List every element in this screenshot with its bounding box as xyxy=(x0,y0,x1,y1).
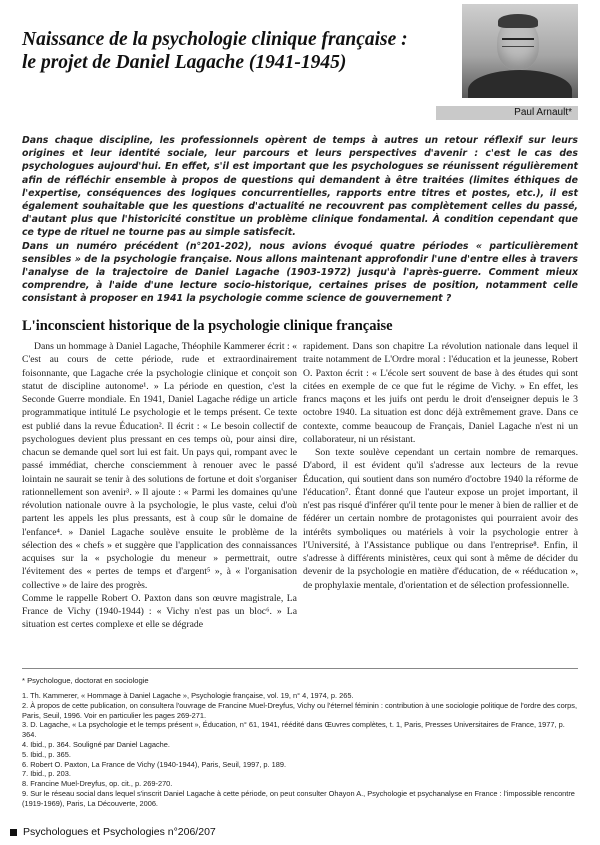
body-paragraph: Son texte soulève cependant un certain nombre de remarques. D'abord, il est évident qu'il s'adresse aux lecteurs de la revue Éducation, qui soutient dans son numéro d'octobre 1940 la réforme de l'éducation⁷. Étant donné que l'auteur expose un projet important, il n'est pas risqué d'inférer qu'il tente pour le mener à bien de rallier et de fédérer un certain nombre de protagonistes qui pourraient avoir des intérêts symboliques ou matériels à voir la psychologie entrer à l'Université, à l'Assistance publique ou dans l'entreprise⁸. Enfin, il s'adresse à différents ministères, ceux qui sont à même de décider du devenir de la psychologie en matière d'éducation, de « rééducation », de prophylaxie mentale, d'orientation et de sélection professionnelle. xyxy=(303,447,578,591)
footnote: 9. Sur le réseau social dans lequel s'inscrit Daniel Lagache à cette période, on peut consulter Ohayon A., Psychologie et psychanalyse en France : l'impossible rencontre (1919-1969), Paris, La Découverte, 2006. xyxy=(22,788,575,808)
article-title xyxy=(22,28,442,74)
body-column-left xyxy=(22,340,297,632)
author-note: * Psychologue, doctorat en sociologie xyxy=(22,676,149,685)
footnote: 3. D. Lagache, « La psychologie et le temps présent », Éducation, n° 61, 1941, réédité dans Œuvres complètes, t. 1, Paris, Presses Universitaires de France, 1977, p. 364. xyxy=(22,720,565,740)
page-footer xyxy=(10,826,410,838)
footnote: 6. Robert O. Paxton, La France de Vichy (1940-1944), Paris, Seuil, 1997, p. 189. xyxy=(22,759,287,769)
footnote-divider xyxy=(22,668,578,669)
journal-issue: Psychologues et Psychologies n°206/207 xyxy=(23,826,216,838)
body-paragraph: Comme le rappelle Robert O. Paxton dans son œuvre magistrale, La France de Vichy (1940-1944) : « Vichy n'est pas un bloc⁶. » La situation est certes complexe et elle se dégrade xyxy=(22,592,297,631)
author-name: Paul Arnault* xyxy=(436,106,578,120)
body-paragraph: Dans un hommage à Daniel Lagache, Théophile Kammerer écrit : « C'est au cours de cette période, rude et extraordinairement foisonnante, que Lagache crée la psychologie clinique et conçoit son statut de discipline autonome¹. » La période en question, c'est la Seconde Guerre mondiale. En 1941, Daniel Lagache rédige un article programmatique intitulé Le psychologie et le temps présent. Ce texte est publié dans la revue Éducation². Il écrit : « Le besoin collectif de psychologues devient plus pressant en ces temps où, pour ainsi dire, chacun se demande quel sort lui est fait. Un pays qui, rompant avec le passé immédiat, cherche consciemment à renouer avec le passé lointain ne saurait se tenir à des solutions de fortune et doit s'organiser rationnellement son avenir³. » Il ajoute : « Parmi les domaines qu'une révolution nationale ouvre à la psychologie, le plus vaste, celui d'où partent les appels les plus pressants, est à coup sûr le domaine de l'enfance⁴. » Daniel Lagache soulève ensuite le problème de la sélection des « chefs » et suggère que l'application des connaissances acquises sur la « psychologie du meneur » permettrait, outre l'évitement des « pertes de temps et d'argent⁵ », à « l'organisation collective » de laire des progrès. xyxy=(22,341,297,591)
section-heading: L'inconscient historique de la psychologie clinique française xyxy=(22,318,393,334)
square-bullet-icon xyxy=(10,829,17,836)
footnote: 7. Ibid., p. 203. xyxy=(22,769,71,779)
title-line-1: Naissance de la psychologie clinique française : xyxy=(22,29,408,50)
body-paragraph: rapidement. Dans son chapitre La révolution nationale dans lequel il traite notamment de L'Ordre moral : l'éducation et la jeunesse, Robert O. Paxton écrit : « L'école sert souvent de base à des études qui sont citées en exemple de ce que fut le régime de Vichy. » En effet, les francs maçons et les juifs ont perdu le droit d'enseigner depuis le 3 octobre 1940. La situation est donc déjà extrêmement grave. Dans ce contexte, comme beaucoup de Français, Daniel Lagache n'est ni un collaborateur, ni un résistant. xyxy=(303,341,578,445)
footnote: 5. Ibid., p. 365. xyxy=(22,749,71,759)
author-photo xyxy=(462,4,578,98)
abstract-paragraph-2: Dans un numéro précédent (n°201-202), nous avions évoqué quatre périodes « particulièrement sensibles » de la psychologie française. Nous allons maintenant approfondir l'une d'entre elles à travers l'analyse de la trajectoire de Daniel Lagache (1903-1972) jusqu'à l'après-guerre. Comment mieux comprendre, à l'aide d'une lecture socio-historique, certaines prises de position, notamment celle consistant à proposer en 1941 la psychologie comme science de gouvernement ? xyxy=(22,240,578,305)
footnote: 1. Th. Kammerer, « Hommage à Daniel Lagache », Psychologie française, vol. 19, n° 4, 1974, p. 265. xyxy=(22,691,354,700)
abstract-paragraph-1: Dans chaque discipline, les professionnels opèrent de temps à autres un retour réflexif sur leurs origines et leur identité sociale, leur parcours et leurs perspectives d'avenir : c'est le cas des psychologues aujourd'hui. En effet, s'il est important que les psychologues se réunissent régulièrement afin de réfléchir ensemble à propos de questions qui demandent à être traitées (limites éthiques de l'expertise, conséquences des logiques concurrentielles, rapports entre titres et postes, etc.), il est également souhaitable que les questions d'actualité ne recouvrent pas complètement celles du passé, d'autant plus que l'historicité constitue un problème clinique fondamental. À condition cependant que ce type de rituel ne tourne pas au simple satisfecit. xyxy=(22,135,578,239)
abstract xyxy=(22,134,578,306)
body-column-right xyxy=(303,340,578,592)
footnote: 2. À propos de cette publication, on consultera l'ouvrage de Francine Muel-Dreyfus, Vichy ou l'éternel féminin : contribution à une sociologie politique de l'ordre des corps, Paris, Seuil, 1996. Voir en particulier les pages 269-271. xyxy=(22,700,578,720)
footnote: 8. Francine Muel-Dreyfus, op. cit., p. 269-270. xyxy=(22,779,173,789)
footnotes-list xyxy=(22,691,578,809)
title-line-2: le projet de Daniel Lagache (1941-1945) xyxy=(22,52,347,73)
footnote: 4. Ibid., p. 364. Souligné par Daniel Lagache. xyxy=(22,739,170,749)
